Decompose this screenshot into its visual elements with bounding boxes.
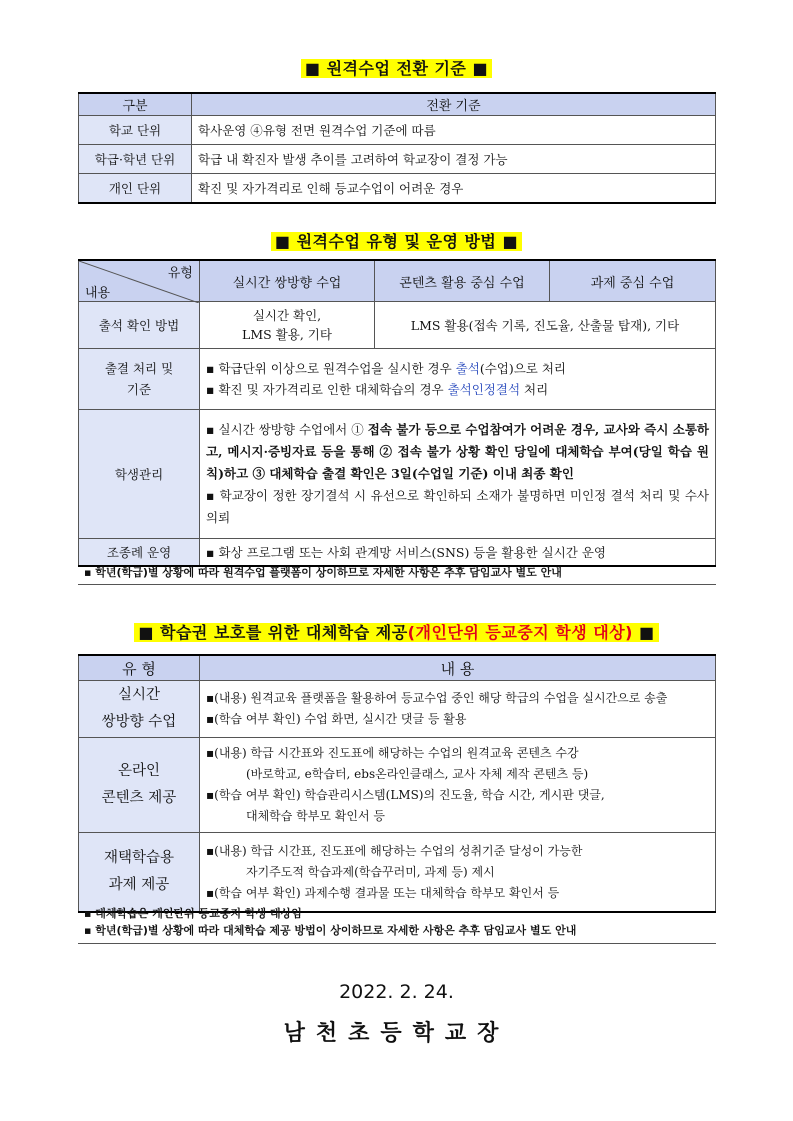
section2-note: ▪ 학년(학급)별 상황에 따라 원격수업 플랫폼이 상이하므로 자세한 사항은 추후 담임교사 별도 안내 (84, 566, 562, 579)
attendance-others: LMS 활용(접속 기록, 진도율, 산출물 탑재), 기타 (375, 302, 716, 349)
section3-note: ▪ 학년(학급)별 상황에 따라 대체학습 제공 방법이 상이하므로 자세한 사항은 추후 담임교사 별도 안내 (84, 924, 577, 937)
type-content: ▪(내용) 학급 시간표, 진도표에 해당하는 수업의 성취기준 달성이 가능한 자기주도적 학습과제(학습꾸러미, 과제 등) 제시 ▪(학습 여부 확인) 과제수행 결과물 또는 대체학습 학부모 확인서 등 (200, 833, 716, 913)
corner-cell (79, 260, 200, 302)
row-text: 학사운영 ④유형 전면 원격수업 기준에 따름 (192, 116, 716, 145)
principal-signature: 남천초등학교장 (283, 1021, 510, 1046)
management-label: 학생관리 (79, 410, 200, 539)
management-para: ▪ 실시간 쌍방향 수업에서 ① 접속 불가 등으로 수업참여가 어려운 경우, 교사와 즉시 소통하고, 메시지·증빙자료 등을 통해 ② 접속 불가 상황 확인 당일에 대체학습 부여(당일 학습 원칙)하고 ③ 대체학습 출결 확인은 3일(수업일 기준) 이내 최종 확인 (206, 422, 709, 481)
type-label: 실시간 쌍방향 수업 (79, 681, 200, 738)
homeroom-text: ▪ 화상 프로그램 또는 사회 관계망 서비스(SNS) 등을 활용한 실시간 운영 (200, 539, 716, 567)
alternative-learning-table (78, 654, 716, 913)
type-label: 온라인 콘텐츠 제공 (79, 738, 200, 833)
remote-class-types-table (78, 259, 716, 567)
row-text: 학급 내 확진자 발생 추이를 고려하여 학교장이 결정 가능 (192, 145, 716, 174)
attendance-realtime: 실시간 확인, LMS 활용, 기타 (200, 302, 375, 349)
divider (78, 943, 716, 944)
management-text (200, 410, 716, 539)
header-criteria: 전환 기준 (192, 93, 716, 116)
type-realtime: 실시간 쌍방향 수업 (200, 260, 375, 302)
processing-line: ▪ 확진 및 자가격리로 인한 대체학습의 경우 출석인정결석 처리 (206, 382, 549, 397)
divider (78, 584, 716, 585)
processing-label: 출결 처리 및 기준 (79, 349, 200, 410)
section3-note: ▪ 대체학습은 개인단위 등교중지 학생 대상임 (84, 907, 302, 920)
row-label: 학급·학년 단위 (79, 145, 192, 174)
conversion-criteria-table (78, 92, 716, 204)
attendance-label: 출석 확인 방법 (79, 302, 200, 349)
header-type: 유 형 (79, 655, 200, 681)
corner-type-label: 유형 (167, 266, 193, 281)
header-content: 내 용 (200, 655, 716, 681)
homeroom-label: 조종례 운영 (79, 539, 200, 567)
section2-title: ■ 원격수업 유형 및 운영 방법 ■ (0, 229, 793, 252)
type-content: ▪(내용) 원격교육 플랫폼을 활용하여 등교수업 중인 해당 학급의 수업을 실시간으로 송출 ▪(학습 여부 확인) 수업 화면, 실시간 댓글 등 활용 (200, 681, 716, 738)
corner-content-label: 내용 (85, 286, 111, 301)
type-content: 콘텐츠 활용 중심 수업 (375, 260, 550, 302)
row-label: 개인 단위 (79, 174, 192, 204)
document-date: 2022. 2. 24. (339, 981, 454, 1003)
processing-line: ▪ 학급단위 이상으로 원격수업을 실시한 경우 출석(수업)으로 처리 (206, 361, 567, 376)
type-assignment: 과제 중심 수업 (550, 260, 716, 302)
section3-title: ■ 학습권 보호를 위한 대체학습 제공(개인단위 등교중지 학생 대상) ■ (0, 620, 793, 643)
row-text: 확진 및 자가격리로 인해 등교수업이 어려운 경우 (192, 174, 716, 204)
row-label: 학교 단위 (79, 116, 192, 145)
type-content: ▪(내용) 학급 시간표와 진도표에 해당하는 수업의 원격교육 콘텐츠 수강 (바로학교, e학습터, ebs온라인클래스, 교사 자체 제작 콘텐츠 등) ▪(학습 여부 확인) 학습관리시스템(LMS)의 진도율, 학습 시간, 게시판 댓글, 대체학습 학부모 확인서 등 (200, 738, 716, 833)
section1-title: ■ 원격수업 전환 기준 ■ (0, 56, 793, 79)
type-label: 재택학습용 과제 제공 (79, 833, 200, 913)
header-category: 구분 (79, 93, 192, 116)
management-para: ▪ 학교장이 정한 장기결석 시 유선으로 확인하되 소재가 불명하면 미인정 결석 처리 및 수사 의뢰 (206, 488, 709, 525)
processing-text (200, 349, 716, 410)
